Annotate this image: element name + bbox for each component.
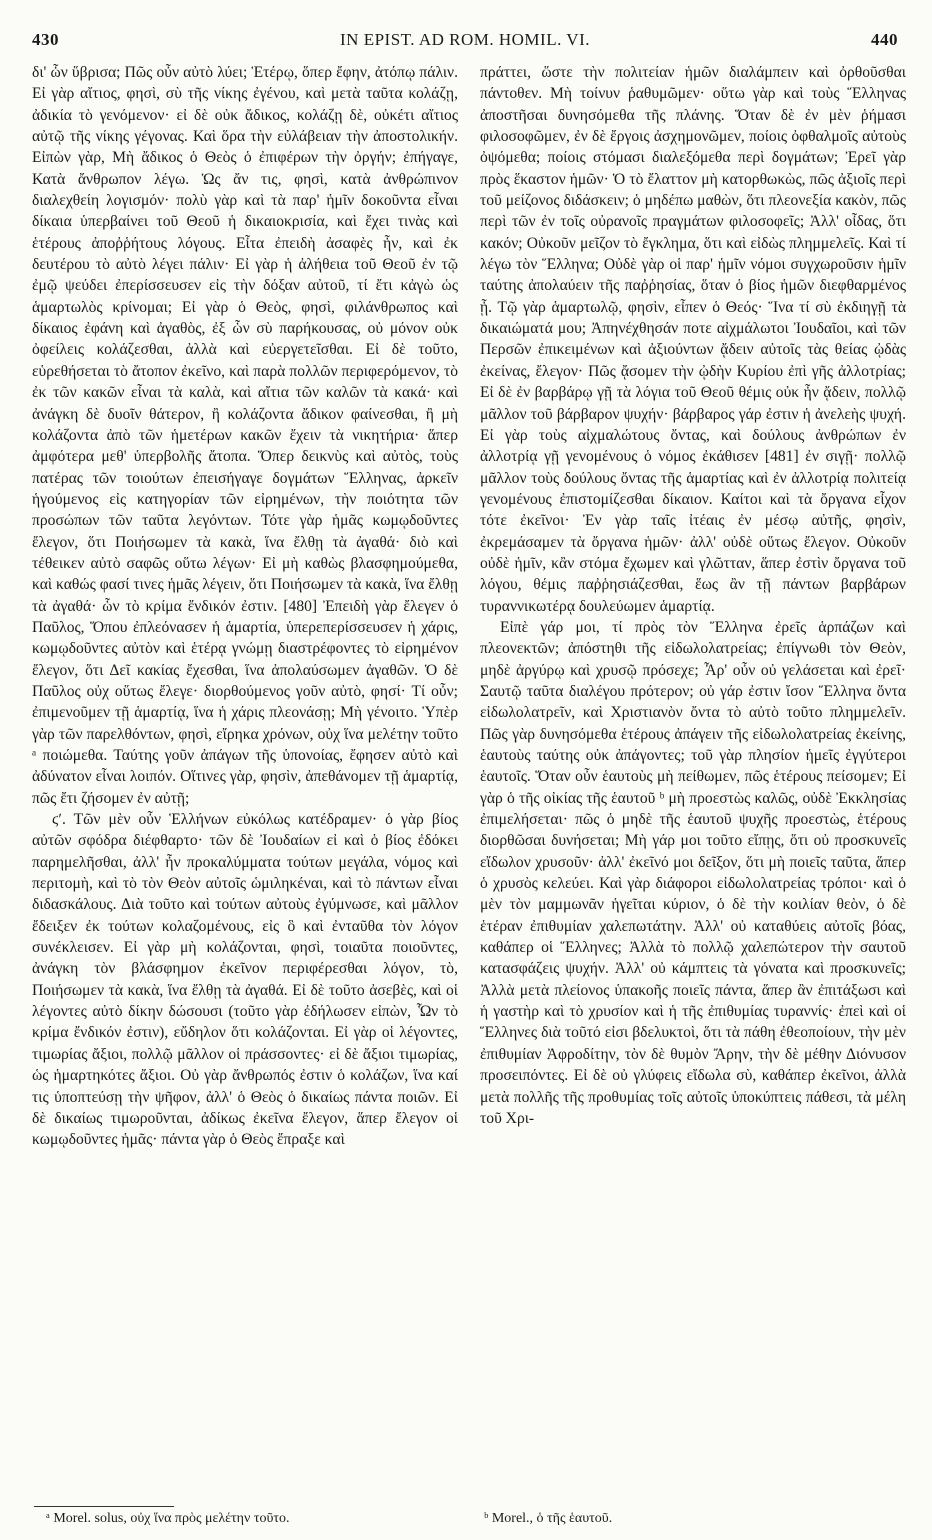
running-title: IN EPIST. AD ROM. HOMIL. VI. [340, 30, 590, 49]
paragraph: ϛʹ. Τῶν μὲν οὖν Ἑλλήνων εὐκόλως κατέδραμεν· ὁ γὰρ βίος αὐτῶν σφόδρα διέφθαρτο· τῶν δὲ Ἰουδαίων εἰ καὶ ὁ βίος ἐδόκει παρημελῆσθαι, ἀλλ' ἦν προκαλύμματα τούτων μεγάλα, νόμος καὶ περιτομὴ, καὶ τὸ τὸν Θεὸν αὐτοῖς ὡμιληκέναι, καὶ τὸ πάντων εἶναι διδασκάλους. Διὰ τοῦτο καὶ τούτων αὐτοὺς ἐγύμνωσε, καὶ μᾶλλον ἔδειξεν ἐκ τούτων κολαζομένους, εἰς ὃ καὶ ἐνταῦθα τὸν λόγον συνέκλεισεν. Εἰ γὰρ μὴ κολάζονται, φησὶ, τοιαῦτα ποιοῦντες, ἀνάγκη τὸν βλάσφημον ἐκεῖνον περιφέρεσθαι λόγον, τὸ, Ποιήσωμεν τὰ κακὰ, ἵνα ἔλθῃ τὰ ἀγαθά. Εἰ δὲ τοῦτο ἀσεβὲς, καὶ οἱ λέγοντες αὐτὸ δίκην δώσουσι (τοῦτο γὰρ ἐδήλωσεν εἰπὼν, Ὧν τὸ κρίμα ἔνδικόν ἐστιν), εὔδηλον ὅτι κολάζονται. Εἰ γὰρ οἱ λέγοντες, τιμωρίας ἄξιοι, πολλῷ μᾶλλον οἱ πράσσοντες· εἰ δὲ ἄξιοι τιμωρίας, ὡς ἡμαρτηκότες ἄξιοι. Οὐ γὰρ ἄνθρωπός ἐστιν ὁ κολάζων, ἵνα καί τις ὑποπτεύσῃ τὴν ψῆφον, ἀλλ' ὁ Θεὸς ὁ δικαίως πάντα ποιῶν. Εἰ δὲ δικαίως τιμωροῦνται, ἀδίκως ἐκεῖνα ἔλεγον, ἅπερ ἔλεγον οἱ κωμῳδοῦντες ἡμᾶς· πάντα γὰρ ὁ Θεὸς ἔπραξε καὶ [32, 811, 458, 1149]
page-number-right: 440 [871, 30, 898, 49]
page-number-left: 430 [32, 30, 59, 49]
paragraph: δι' ὧν ὕβρισα; Πῶς οὖν αὐτὸ λύει; Ἑτέρῳ, ὅπερ ἔφην, ἀτόπῳ πάλιν. Εἰ γὰρ αἴτιος, φησὶ, σὺ τῆς νίκης ἐγένου, καὶ μετὰ ταῦτα κολάζῃ, ἀδικία τὸ γενόμενον· εἰ δὲ οὐκ ἄδικος, κολάζῃ δὲ, οὐκέτι αἴτιος αὐτῷ τῆς νίκης γέγονας. Καὶ ὅρα τὴν εὐλάβειαν τὴν ἀποστολικήν. Εἰπὼν γὰρ, Μὴ ἄδικος ὁ Θεὸς ὁ ἐπιφέρων τὴν ὀργήν; ἐπήγαγε, Κατὰ ἄνθρωπον λέγω. Ὡς ἄν τις, φησὶ, κατὰ ἀνθρώπινον διαλεχθείη λογισμόν· πολὺ γὰρ καὶ τὰ παρ' ἡμῖν δοκοῦντα εἶναι δίκαια ὑπερβαίνει τοῦ Θεοῦ ἡ δικαιοκρισία, καὶ ἔχει τινὰς καὶ ἑτέρους ἀποῤῥήτους λόγους. Εἶτα ἐπειδὴ ἀσαφὲς ἦν, καὶ ἐκ δευτέρου τὸ αὐτὸ λέγει πάλιν· Εἰ γὰρ ἡ ἀλήθεια τοῦ Θεοῦ ἐν τῷ ἐμῷ ψεύδει ἐπερίσσευσεν εἰς τὴν δόξαν αὐτοῦ, τί ἔτι κἀγὼ ὡς ἁμαρτωλὸς κρίνομαι; Εἰ γὰρ ὁ Θεὸς, φησὶ, φιλάνθρωπος καὶ δίκαιος ἐφάνη καὶ ἀγαθὸς, ἐξ ὧν σὺ παρήκουσας, οὐ μόνον οὐκ ὀφείλεις κολάζεσθαι, ἀλλὰ καὶ εὐεργετεῖσθαι. Εἰ δὲ τοῦτο, εὑρεθήσεται τὸ ἄτοπον ἐκεῖνο, καὶ παρὰ πολλῶν περιφερόμενον, τὸ ἐκ τῶν κακῶν εἶναι τὰ καλὰ, καὶ αἴτια τῶν καλῶν τὰ κακά· καὶ ἀνάγκη δὲ δυοῖν θάτερον, ἢ κολάζοντα ἄδικον φαίνεσθαι, ἢ μὴ κολάζοντα ἀπὸ τῶν ἡμετέρων κακῶν ἔχειν τὰ νικητήρια· ἅπερ ἀμφότερα μεθ' ὑπερβολῆς ἄτοπα. Ὅπερ δεικνὺς καὶ αὐτὸς, τοὺς πατέρας τῶν τοιούτων ἐπεισήγαγε δογμάτων Ἕλληνας, ἀρκεῖν ἡγούμενος εἰς κατηγορίαν τῶν εἰρημένων, τὴν ποιότητα τῶν προσώπων τῶν ταῦτα λεγόντων. Τότε γὰρ ἡμᾶς κωμῳδοῦντες ἔλεγον, ὅτι Ποιήσωμεν τὰ κακὰ, ἵνα ἔλθῃ τὰ ἀγαθά· διὸ καὶ τέθεικεν αὐτὸ σαφῶς οὕτω λέγων· Εἰ μὴ καθὼς βλασφημούμεθα, καὶ καθώς φασί τινες ἡμᾶς λέγειν, ὅτι Ποιήσωμεν τὰ κακὰ, ἵνα ἔλθῃ τὰ ἀγαθά· ὧν τὸ κρίμα ἔνδικόν ἐστιν. [480] Ἐπειδὴ γὰρ ἔλεγεν ὁ Παῦλος, Ὅπου ἐπλεόνασεν ἡ ἁμαρτία, ὑπερεπερίσσευσεν ἡ χάρις, κωμῳδοῦντες αὐτὸν καὶ ἑτέρᾳ γνώμῃ διαστρέφοντες τὸ εἰρημένον ἔλεγον, ὅτι Δεῖ κακίας ἔχεσθαι, ἵνα ἀπολαύσωμεν ἀγαθῶν. Ὁ δὲ Παῦλος οὐχ οὕτως ἔλεγε· διορθούμενος γοῦν αὐτὸ, φησί· Τί οὖν; ἐπιμενοῦμεν τῇ ἁμαρτίᾳ, ἵνα ἡ χάρις πλεονάσῃ; Μὴ γένοιτο. Ὑπὲρ γὰρ τῶν παρελθόντων, φησὶ, εἴρηκα χρόνων, οὐχ ἵνα μελέτην τοῦτο ᵃ ποιώμεθα. Ταύτης γοῦν ἀπάγων τῆς ὑπονοίας, ἔφησεν αὐτὸ καὶ ἀδύνατον εἶναι λοιπόν. Οἵτινες γὰρ, φησὶν, ἀπεθάνομεν τῇ ἁμαρτίᾳ, πῶς ἔτι ζήσομεν ἐν αὐτῇ; [32, 64, 458, 807]
footnote-b: ᵇ Morel., ὁ τῆς ἑαυτοῦ. [484, 1511, 613, 1526]
left-column [32, 62, 458, 1502]
paragraph: Εἰπὲ γάρ μοι, τί πρὸς τὸν Ἕλληνα ἐρεῖς ἁρπάζων καὶ πλεονεκτῶν; ἀπόστηθι τῆς εἰδωλολατρείας; ἐπίγνωθι τὸν Θεὸν, μηδὲ ἀργύρῳ καὶ χρυσῷ πρόσεχε; Ἆρ' οὖν οὐ γελάσεται καὶ ἐρεῖ· Σαυτῷ ταῦτα διαλέγου πρότερον; οὐ γάρ ἐστιν ἴσον Ἕλληνα ὄντα εἰδωλολατρεῖν, καὶ Χριστιανὸν ὄντα τὸ αὐτὸ τοῦτο πλημμελεῖν. Πῶς γὰρ δυνησόμεθα ἑτέρους ἀπάγειν τῆς εἰδωλολατρείας ἐκείνης, ἑαυτοὺς ταύτης οὐκ ἀπάγοντες; τοῦ γὰρ πλησίον ἡμεῖς ἐγγύτεροι ἑαυτοῖς. Ὅταν οὖν ἑαυτοὺς μὴ πείθωμεν, πῶς ἑτέρους πείσομεν; Εἰ γὰρ ὁ τῆς οἰκίας τῆς ἑαυτοῦ ᵇ μὴ προεστὼς καλῶς, οὐδὲ Ἐκκλησίας ἐπιμελήσεται· πῶς ὁ μηδὲ τῆς ἑαυτοῦ ψυχῆς προεστὼς, ἑτέρους διορθῶσαι δυνήσεται; Μὴ γάρ μοι τοῦτο εἴπῃς, ὅτι οὐ προσκυνεῖς εἴδωλον χρυσοῦν· ἀλλ' ἐκεῖνό μοι δεῖξον, ὅτι μὴ ποιεῖς ταῦτα, ἅπερ ὁ χρυσὸς κελεύει. Καὶ γὰρ διάφοροι εἰδωλολατρείας τρόποι· καὶ ὁ μὲν τὸν μαμμωνᾶν ἡγεῖται κύριον, ὁ δὲ τὴν κοιλίαν θεὸν, ὁ δὲ ἑτέραν ἐπιθυμίαν χαλεπωτάτην. Ἀλλ' οὐ καταθύεις αὐτοῖς βόας, καθάπερ οἱ Ἕλληνες; Ἀλλὰ τὸ πολλῷ χαλεπώτερον τὴν σαυτοῦ κατασφάζεις ψυχήν. Ἀλλ' οὐ κάμπτεις τὰ γόνατα καὶ προσκυνεῖς; Ἀλλὰ μετὰ πλείονος ὑπακοῆς ποιεῖς πάντα, ἅπερ ἂν ἐπιτάξωσι καὶ ἡ γαστὴρ καὶ τὸ χρυσίον καὶ ἡ τῆς ἐπιθυμίας τυραννίς· ἐπεὶ καὶ οἱ Ἕλληνες διὰ τοῦτό εἰσι βδελυκτοὶ, ὅτι τὰ πάθη ἐθεοποίουν, τὴν μὲν ἐπιθυμίαν Ἀφροδίτην, τὸν δὲ θυμὸν Ἄρην, τὴν δὲ μέθην Διόνυσον προσειπόντες. Εἰ δὲ οὐ γλύφεις εἴδωλα σὺ, καθάπερ ἐκεῖνοι, ἀλλὰ μετὰ πολλῆς τῆς προθυμίας τοῖς αὐτοῖς ὑποκύπτεις πάθεσι, τὰ μέλη τοῦ Χρι- [480, 618, 906, 1127]
footnote-rule [34, 1506, 174, 1507]
footnote-a: ᵃ Morel. solus, οὐχ ἵνα πρὸς μελέτην τοῦτο. [46, 1511, 290, 1526]
paragraph: πράττει, ὥστε τὴν πολιτείαν ἡμῶν διαλάμπειν καὶ ὀρθοῦσθαι πάντοθεν. Μὴ τοίνυν ῥαθυμῶμεν· οὕτω γὰρ καὶ τοὺς Ἕλληνας ἀποστῆσαι δυνησόμεθα τῆς πλάνης. Ὅταν δὲ ἐν μὲν ῥήμασι φιλοσοφῶμεν, ἐν δὲ ἔργοις ἀσχημονῶμεν, ποίοις ὀφθαλμοῖς αὐτοὺς ὀψόμεθα; ποίοις στόμασι διαλεξόμεθα περὶ δογμάτων; Ἐρεῖ γὰρ πρὸς ἕκαστον ἡμῶν· Ὁ τὸ ἔλαττον μὴ κατορθωκὼς, πῶς ἀξιοῖς περὶ τοῦ μείζονος διδάσκειν; ὁ μηδέπω μαθὼν, ὅτι πλεονεξία κακὸν, πῶς περὶ τῶν ἐν τοῖς οὐρανοῖς πραγμάτων φιλοσοφεῖς; Ἀλλ' οἶδας, ὅτι κακόν; Οὐκοῦν μεῖζον τὸ ἔγκλημα, ὅτι καὶ εἰδὼς πλημμελεῖς. Καὶ τί λέγω τὸν Ἕλληνα; Οὐδὲ γὰρ οἱ παρ' ἡμῖν νόμοι συγχωροῦσιν ἡμῖν ταύτης ἀπολαύειν τῆς παῤῥησίας, ὅταν ὁ βίος ἡμῶν διεφθαρμένος ᾖ. Τῷ γὰρ ἁμαρτωλῷ, φησὶν, εἶπεν ὁ Θεός· Ἵνα τί σὺ ἐκδιηγῇ τὰ δικαιώματά μου; Ἀπηνέχθησάν ποτε αἰχμάλωτοι Ἰουδαῖοι, καὶ τῶν Περσῶν ἐπικειμένων καὶ ἀξιούντων ᾄδειν αὐτοῖς τὰς θείας ᾠδὰς ἐκείνας, ἔλεγον· Πῶς ᾄσομεν τὴν ᾠδὴν Κυρίου ἐπὶ γῆς ἀλλοτρίας; Εἰ δὲ ἐν βαρβάρῳ γῇ τὰ λόγια τοῦ Θεοῦ θέμις οὐκ ἦν ᾄδειν, πολλῷ μᾶλλον τοῦ βάρβαρον ψυχήν· βάρβαρος γάρ ἐστιν ἡ ἀνελεὴς ψυχή. Εἰ γὰρ τοὺς αἰχμαλώτους ὄντας, καὶ δούλους ἀνθρώπων ἐν ἀλλοτρίᾳ γῇ γενομένους ὁ νόμος ἐκάθισεν [481] ἐν σιγῇ· πολλῷ μᾶλλον τοὺς δούλους ὄντας τῆς ἁμαρτίας καὶ ἐν ἀλλοτρίᾳ πολιτείᾳ γενομένους ἐπιστομίζεσθαι δίκαιον. Καίτοι καὶ τὰ ὄργανα εἶχον τότε ἐκεῖνοι· Ἐν γὰρ ταῖς ἰτέαις ἐν μέσῳ αὐτῆς, φησὶν, ἐκρεμάσαμεν τὰ ὄργανα ἡμῶν· ἀλλ' οὐδὲ οὕτως ἔλεγον. Οὐκοῦν οὐδὲ ἡμῖν, κἂν στόμα ἔχωμεν καὶ γλῶτταν, ἅπερ ἐστὶν ὄργανα τοῦ λόγου, θέμις παῤῥησιάζεσθαι, ἕως ἂν τῇ πάντων βαρβάρων τυραννικωτέρᾳ δουλεύωμεν ἁμαρτίᾳ. [480, 64, 906, 615]
running-header [32, 30, 898, 58]
right-column [480, 62, 906, 1502]
